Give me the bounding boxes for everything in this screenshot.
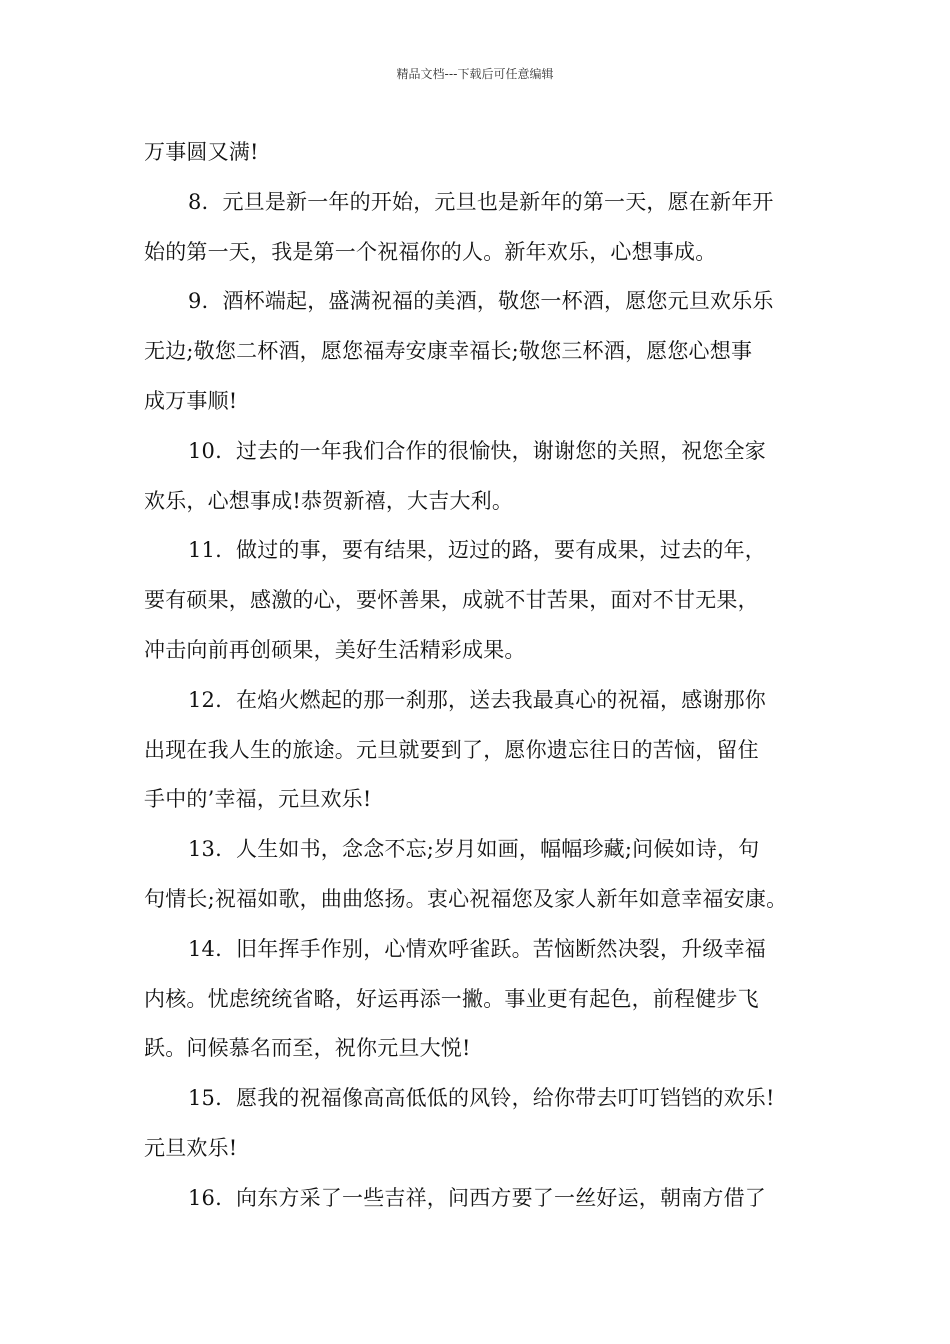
text-line — [144, 576, 816, 626]
text-line — [144, 726, 816, 776]
item-number: 10. — [188, 438, 222, 463]
page-header: 精品文档---下载后可任意编辑 — [396, 67, 554, 81]
text-line — [144, 925, 816, 975]
item-number: 12. — [188, 687, 222, 712]
text-line — [144, 1024, 816, 1074]
item-number: 11. — [188, 538, 222, 563]
line-text: 冲击向前再创硕果，美好生活精彩成果。 — [144, 637, 526, 662]
text-line — [144, 128, 816, 178]
text-line — [144, 1174, 816, 1224]
line-text: 人生如书，念念不忘;岁月如画，幅幅珍藏;问候如诗，句 — [236, 837, 760, 862]
text-line — [144, 875, 816, 925]
line-text: 元旦欢乐! — [144, 1135, 238, 1160]
line-text: 做过的事，要有结果，迈过的路，要有成果，过去的年， — [236, 538, 766, 563]
text-line — [144, 228, 816, 278]
line-text: 无边;敬您二杯酒，愿您福寿安康幸福长;敬您三杯酒，愿您心想事 — [144, 339, 753, 364]
line-text: 向东方采了一些吉祥，问西方要了一丝好运，朝南方借了 — [236, 1185, 766, 1210]
item-number: 13. — [188, 837, 222, 862]
text-line — [144, 626, 816, 676]
text-line — [144, 277, 816, 327]
item-number: 9. — [188, 289, 209, 314]
line-text: 始的第一天，我是第一个祝福你的人。新年欢乐，心想事成。 — [144, 239, 717, 264]
text-line — [144, 975, 816, 1025]
document-body — [144, 128, 816, 1224]
line-text: 过去的一年我们合作的很愉快，谢谢您的关照，祝您全家 — [236, 438, 766, 463]
line-text: 酒杯端起，盛满祝福的美酒，敬您一杯酒，愿您元旦欢乐乐 — [222, 289, 774, 314]
text-line — [144, 178, 816, 228]
line-text: 元旦是新一年的开始，元旦也是新年的第一天，愿在新年开 — [222, 189, 774, 214]
line-text: 内核。忧虑统统省略，好运再添一撇。事业更有起色，前程健步飞 — [144, 986, 759, 1011]
item-number: 16. — [188, 1185, 222, 1210]
line-text: 旧年挥手作别，心情欢呼雀跃。苦恼断然决裂，升级幸福 — [236, 936, 766, 961]
item-number: 15. — [188, 1086, 222, 1111]
text-line — [144, 327, 816, 377]
line-text: 愿我的祝福像高高低低的风铃，给你带去叮叮铛铛的欢乐! — [236, 1086, 775, 1111]
item-number: 14. — [188, 936, 222, 961]
item-number: 8. — [188, 189, 209, 214]
text-line — [144, 1124, 816, 1174]
text-line — [144, 427, 816, 477]
text-line — [144, 676, 816, 726]
line-text: 万事圆又满! — [144, 140, 259, 164]
line-text: 跃。问候慕名而至，祝你元旦大悦! — [144, 1036, 471, 1061]
text-line — [144, 526, 816, 576]
line-text: 句情长;祝福如歌，曲曲悠扬。衷心祝福您及家人新年如意幸福安康。 — [144, 886, 788, 911]
line-text: 成万事顺! — [144, 388, 238, 413]
line-text: 出现在我人生的旅途。元旦就要到了，愿你遗忘往日的苦恼，留住 — [144, 737, 759, 762]
line-text: 在焰火燃起的那一刹那，送去我最真心的祝福，感谢那你 — [236, 687, 766, 712]
text-line — [144, 1074, 816, 1124]
line-text: 手中的’幸福，元旦欢乐! — [144, 787, 372, 812]
text-line — [144, 775, 816, 825]
line-text: 要有硕果，感激的心，要怀善果，成就不甘苦果，面对不甘无果， — [144, 588, 759, 613]
text-line — [144, 477, 816, 527]
text-line — [144, 377, 816, 427]
line-text: 欢乐，心想事成!恭贺新禧，大吉大利。 — [144, 488, 514, 513]
text-line — [144, 825, 816, 875]
